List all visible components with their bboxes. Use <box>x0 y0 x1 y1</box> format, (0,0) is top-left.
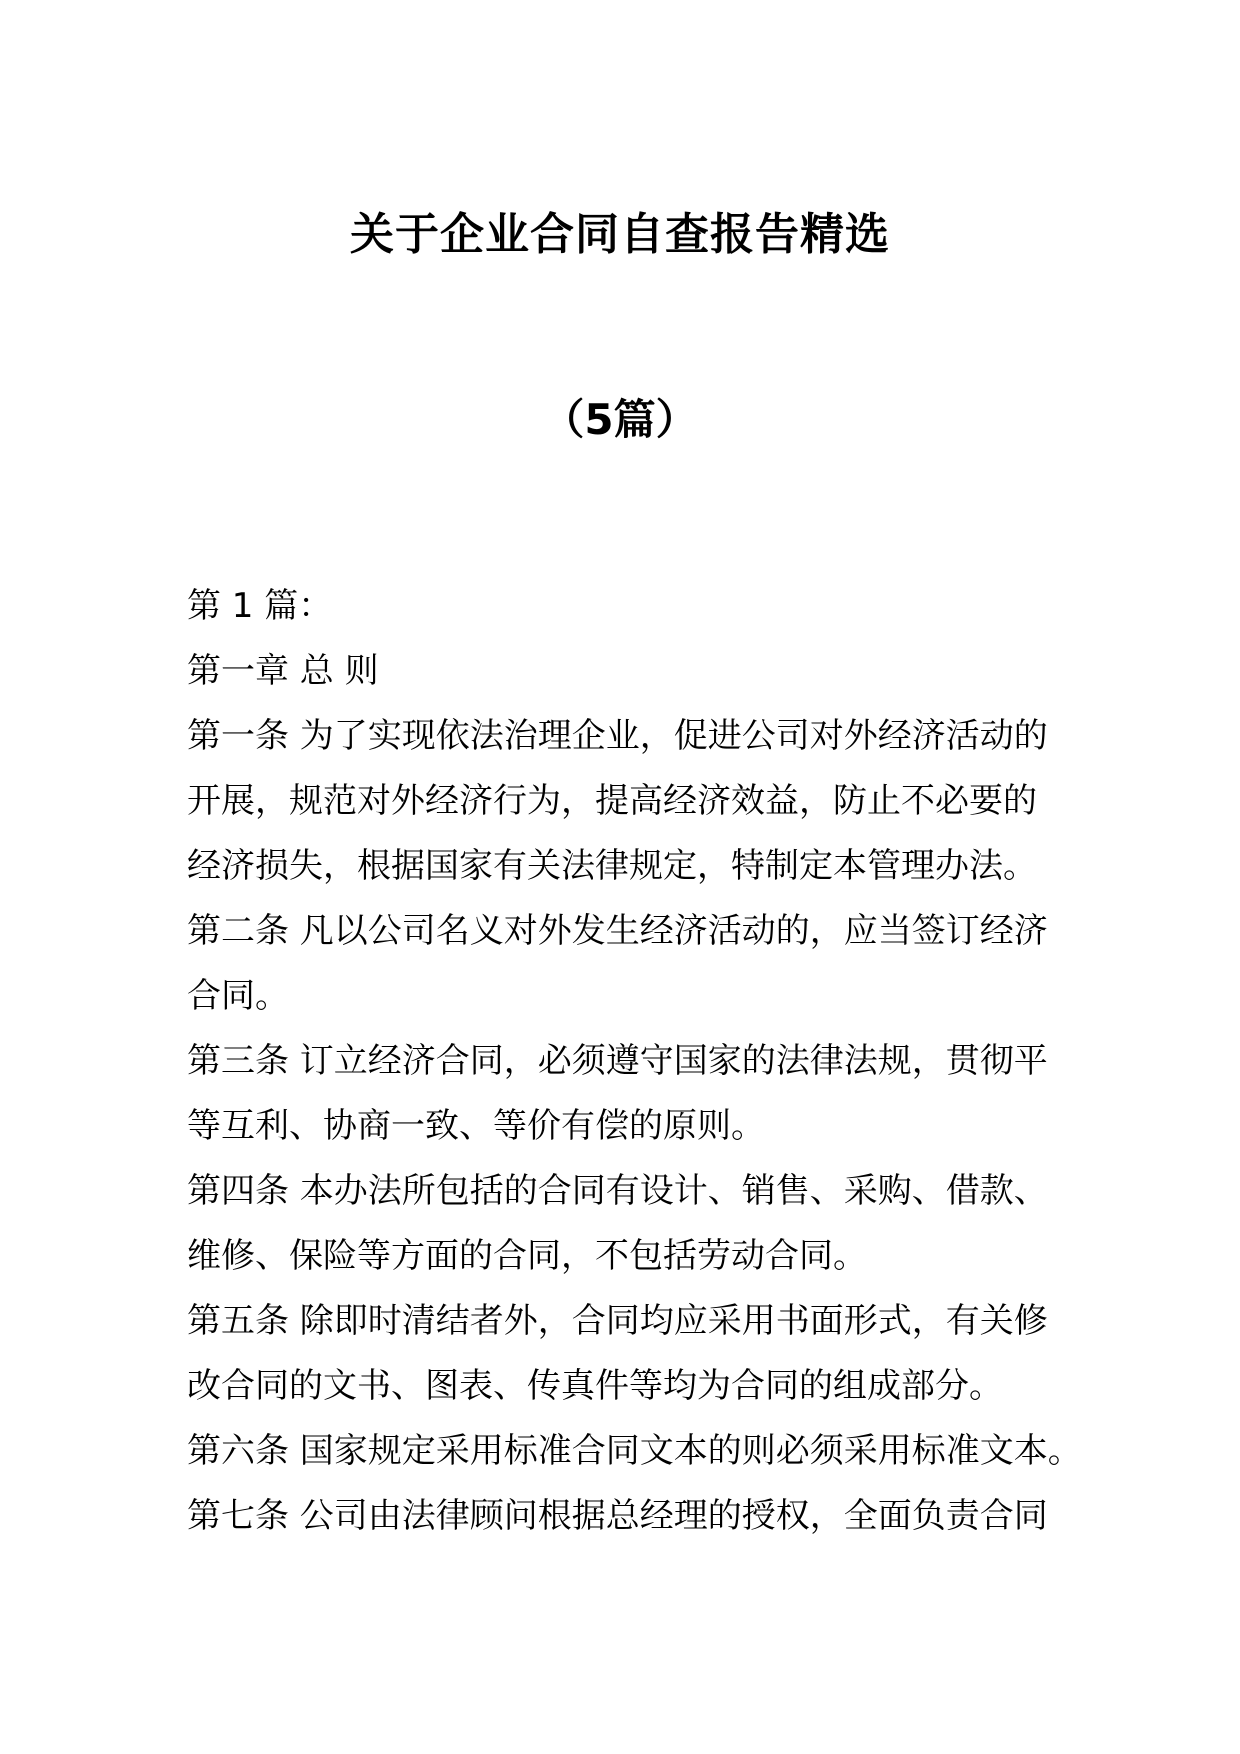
body-line: 第四条 本办法所包括的合同有设计、销售、采购、借款、 <box>187 1171 1048 1211</box>
body-line: 第 1 篇： <box>187 586 333 626</box>
body-line: 第五条 除即时清结者外，合同均应采用书面形式，有关修 <box>187 1301 1048 1341</box>
body-line: 第一章 总 则 <box>187 651 379 691</box>
document-body <box>187 574 1082 1549</box>
body-line: 第七条 公司由法律顾问根据总经理的授权，全面负责合同 <box>187 1496 1048 1536</box>
body-line: 第二条 凡以公司名义对外发生经济活动的，应当签订经济 <box>187 911 1048 951</box>
body-line: 维修、保险等方面的合同，不包括劳动合同。 <box>187 1236 867 1276</box>
body-line: 第一条 为了实现依法治理企业，促进公司对外经济活动的 <box>187 716 1048 756</box>
document-title: 关于企业合同自查报告精选 <box>350 209 890 260</box>
body-line: 第六条 国家规定采用标准合同文本的则必须采用标准文本。 <box>187 1431 1082 1471</box>
body-line: 合同。 <box>187 976 289 1016</box>
body-line: 改合同的文书、图表、传真件等均为合同的组成部分。 <box>187 1366 1003 1406</box>
body-line: 经济损失，根据国家有关法律规定，特制定本管理办法。 <box>187 846 1037 886</box>
body-line: 第三条 订立经济合同，必须遵守国家的法律法规，贯彻平 <box>187 1041 1048 1081</box>
document-subtitle: （5篇） <box>542 395 698 444</box>
body-line: 开展，规范对外经济行为，提高经济效益，防止不必要的 <box>187 781 1037 821</box>
body-line: 等互利、协商一致、等价有偿的原则。 <box>187 1106 765 1146</box>
